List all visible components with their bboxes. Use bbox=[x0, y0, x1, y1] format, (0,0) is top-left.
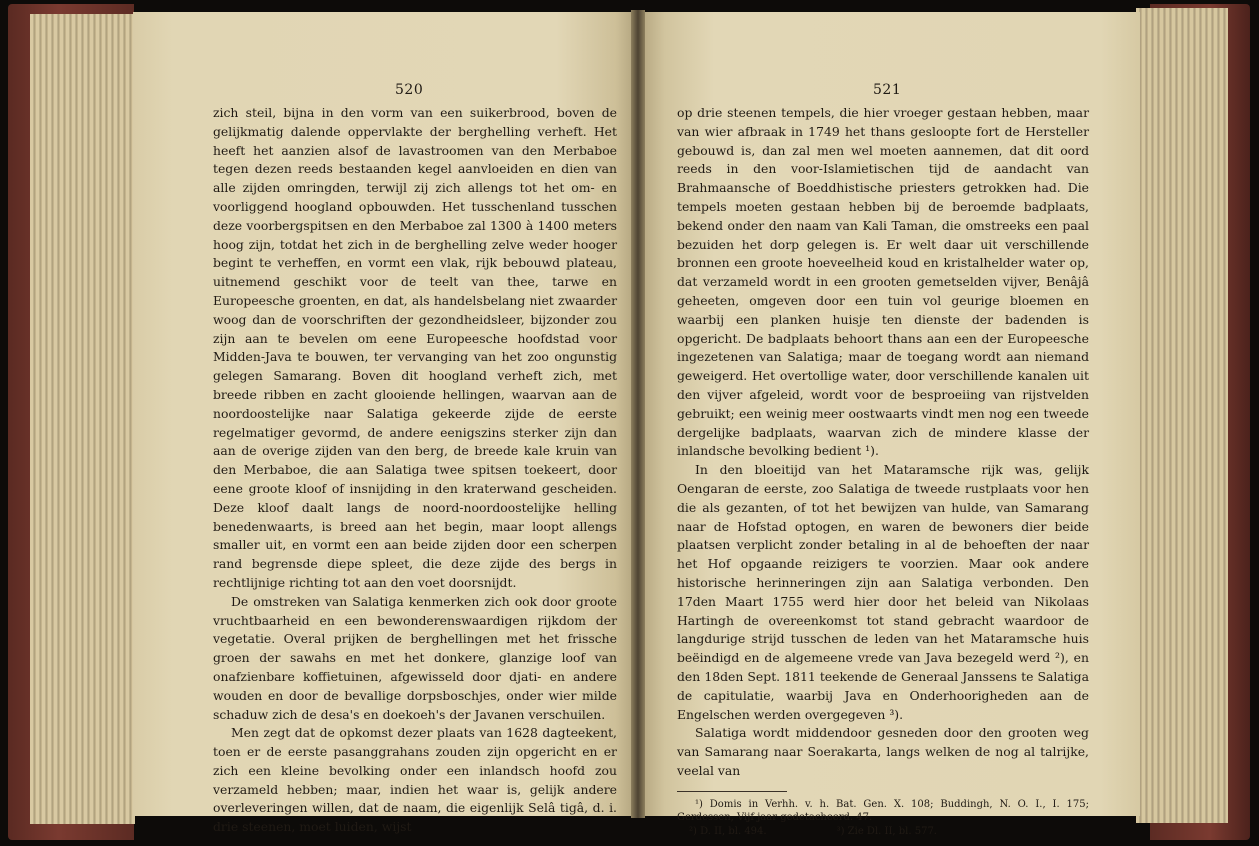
right-page bbox=[645, 12, 1140, 837]
book-gutter bbox=[631, 10, 645, 818]
paragraph: De omstreken van Salatiga kenmerken zich ook door groote vruchtbaarheid en een bewonderenswaardigen rijkdom der vegetatie. Overal prijken de berghellingen met het frissche groen der sawahs en met het donkere, glanzige loof van onafzienbare koffietuinen, afgewisseld door djati- en andere wouden en door de bevallige dorpsboschjes, onder wier milde schaduw zich de desa's en doekoeh's der Javanen verschuilen. bbox=[213, 593, 617, 722]
left-page-text bbox=[213, 104, 617, 837]
page-edges-left bbox=[30, 14, 135, 824]
page-number: 520 bbox=[395, 82, 424, 98]
paragraph: op drie steenen tempels, die hier vroeger gestaan hebben, maar van wier afbraak in 1749 het thans gesloopte fort de Hersteller gebouwd is, dan zal men wel moeten aannemen, dat dit oord reeds in den voor-Islamietischen tijd de aandacht van Brahmaansche of Boeddhistische priesters getrokken had. Die tempels moeten gestaan hebben bij de beroemde badplaats, bekend onder den naam van Kali Taman, die omstreeks een paal bezuiden het dorp gelegen is. Er welt daar uit verschillende bronnen een groote hoeveelheid koud en kristalhelder water op, dat verzameld wordt in een grooten gemetselden vijver, Benâjâ geheeten, omgeven door een tuin vol geurige bloemen en waarbij een planken huisje ten dienste der badenden is opgericht. De badplaats behoort thans aan een der Europeesche ingezetenen van Salatiga; maar de toegang wordt aan niemand geweigerd. Het overtollige water, door verschillende kanalen uit den vijver afgeleid, wordt voor de besproeiing van rijstvelden gebruikt; een weinig meer oostwaarts vindt men nog een tweede dergelijke badplaats, waarvan zich de mindere klasse der inlandsche bevolking bedient ¹). bbox=[677, 105, 1089, 459]
footnote: ³) Zie Dl. II, bl. 577. bbox=[836, 825, 937, 837]
paragraph: zich steil, bijna in den vorm van een suikerbrood, boven de gelijkmatig dalende oppervlakte der berghelling verheft. Het heeft het aanzien alsof de lavastroomen van den Merbaboe tegen dezen reeds bestaanden kegel aanvloeiden en dien van alle zijden omringden, terwijl zij zich allengs tot het om- en voorliggend hoogland opbouwden. Het tusschenland tusschen deze voorbergspitsen en den Merbaboe zal 1300 à 1400 meters hoog zijn, totdat het zich in de berghelling zelve weder hooger begint te verheffen, en vormt een vlak, rijk bebouwd plateau, uitnemend geschikt voor de teelt van thee, tarwe en Europeesche groenten, en dat, als handelsbelang niet zwaarder woog dan de voorschriften der gezondheidsleer, bijzonder zou zijn aan te bevelen om eene Europeesche hoofdstad voor Midden-Java te bouwen, ter vervanging van het zoo ongunstig gelegen Samarang. Boven dit hoogland verheft zich, met breede ribben en zacht glooiende hellingen, waarvan aan de noordoostelijke naar Salatiga gekeerde zijde de eerste regelmatiger gevormd, de andere eenigszins sterker zijn dan aan de overige zijden van den berg, de breede kale kruin van den Merbaboe, die aan Salatiga twee spitsen toekeert, door eene groote kloof of insnijding in den kraterwand gescheiden. Deze kloof daalt langs de noord-noordoostelijke helling benedenwaarts, is breed aan het begin, maar loopt allengs smaller uit, en vormt een aan beide zijden door een scherpen rand begrensde diepe spleet, die deze zijde des bergs in rechtlijnige richting tot aan den voet doorsnijdt. bbox=[213, 105, 617, 590]
footnote: ¹) Domis in Verhh. v. h. Bat. Gen. X. 108; Buddingh, N. O. I., I. 175; Gerdessen, Vijf jaar gedetacheerd. 47. bbox=[677, 798, 1089, 824]
paragraph: Salatiga wordt middendoor gesneden door den grooten weg van Samarang naar Soerakarta, langs welken de nog al talrijke, veelal van bbox=[677, 725, 1089, 778]
footnote-row bbox=[677, 825, 1089, 839]
page-number: 521 bbox=[873, 82, 902, 98]
paragraph: Men zegt dat de opkomst dezer plaats van 1628 dagteekent, toen er de eerste pasanggrahans zouden zijn opgericht en er zich een kleine bevolking onder een inlandsch hoofd zou verzameld hebben; maar, indien het waar is, gelijk andere overleveringen willen, dat de naam, die eigenlijk Selâ tigâ, d. i. drie steenen, moet luiden, wijst bbox=[213, 725, 617, 835]
paragraph: In den bloeitijd van het Mataramsche rijk was, gelijk Oengaran de eerste, zoo Salatiga de tweede rustplaats voor hen die als gezanten, of tot het bewijzen van hulde, van Samarang naar de Hofstad optogen, en waren de bewoners dier beide plaatsen verplicht zonder betaling in al de behoeften der naar het Hof opgaande reizigers te voorzien. Maar ook andere historische herinneringen zijn aan Salatiga verbonden. Den 17den Maart 1755 werd hier door het beleid van Nikolaas Hartingh de overeenkomst tot stand gebracht waardoor de langdurige strijd tusschen de leden van het Mataramsche huis beëindigd en de algemeene vrede van Java bezegeld werd ²), en den 18den Sept. 1811 teekende de Generaal Janssens te Salatiga de capitulatie, waarbij Java en Onderhoorigheden aan de Engelschen werden overgegeven ³). bbox=[677, 462, 1089, 722]
footnote-divider bbox=[677, 791, 787, 792]
left-page bbox=[133, 12, 631, 835]
footnote: ²) D. II, bl. 494. bbox=[689, 825, 767, 837]
right-page-text bbox=[677, 104, 1089, 838]
page-edges-right bbox=[1136, 8, 1228, 823]
